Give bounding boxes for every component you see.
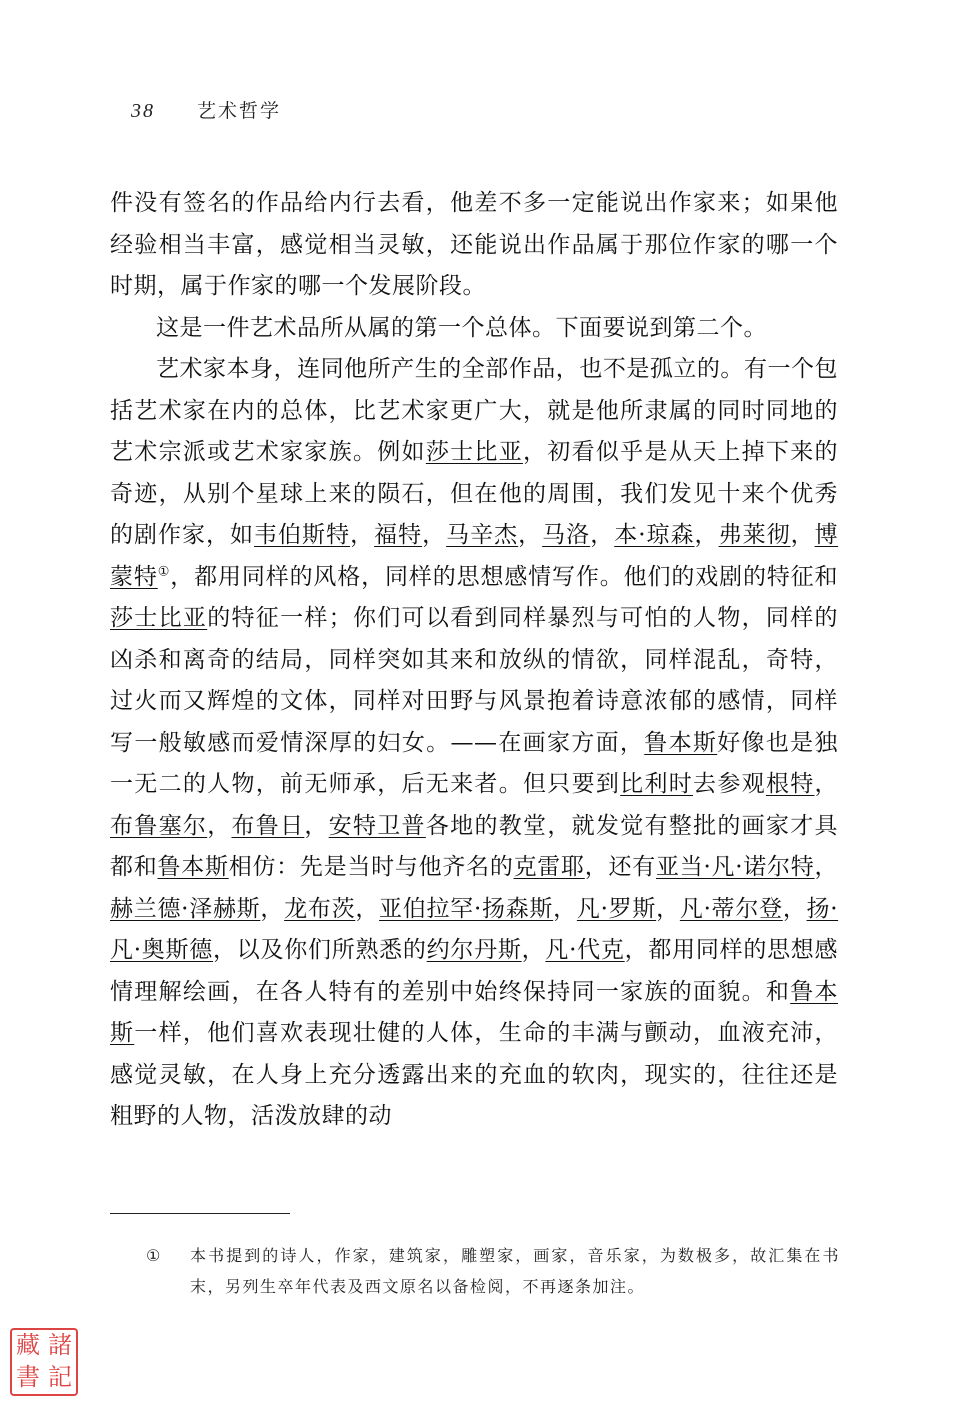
text-run: ，都用同样的思想感情理解绘画，在各人特有的差别中始终保持同一家族的面貌。和 [110, 937, 839, 1005]
proper-name: 马辛杰 [446, 522, 519, 548]
collector-seal [10, 1328, 78, 1396]
text-run: ， [518, 522, 543, 548]
seal-char: 書 [16, 1363, 40, 1391]
proper-name: 安特卫普 [328, 812, 426, 839]
proper-name: 布鲁日 [231, 812, 305, 839]
proper-name: 龙布茨 [284, 895, 356, 922]
text-run: ， [207, 812, 232, 839]
proper-name: 莎士比亚 [425, 439, 523, 465]
proper-name: 福特 [374, 522, 423, 548]
proper-name: 凡·代克 [545, 937, 625, 963]
proper-name: 克雷耶 [513, 854, 585, 880]
proper-name: 赫兰德·泽赫斯 [110, 895, 261, 922]
text-run: 各地的教堂，就发觉有整批的画家才具都和 [110, 812, 839, 880]
proper-name: 鲁本斯 [157, 854, 229, 880]
text-run: ， [521, 937, 546, 963]
proper-name: 凡·罗斯 [576, 895, 657, 922]
proper-name: 扬·凡·奥斯德 [110, 895, 839, 963]
body-text [110, 183, 838, 1138]
text-run: 件没有签名的作品给内行去看，他差不多一定能说出作家来；如果他经验相当丰富，感觉相当灵敏，还能说出作品属于那位作家的哪一个时期，属于作家的哪一个发展阶段。 [110, 190, 838, 299]
text-run: 这是一件艺术品所从属的第一个总体。下面要说到第二个。 [156, 314, 767, 341]
text-run: ， [422, 522, 447, 548]
proper-name: 韦伯斯特 [254, 522, 351, 548]
text-run: ， [814, 771, 839, 797]
text-run: ， [656, 895, 680, 922]
text-run: ， [355, 895, 380, 922]
page-header [131, 96, 281, 123]
proper-name: 鲁本斯 [110, 978, 839, 1046]
seal-char: 藏 [16, 1331, 40, 1359]
footnote-text: 本书提到的诗人，作家，建筑家，雕塑家，画家，音乐家，为数极多，故汇集在书末，另列生卒年代表及西文原名以备检阅，不再逐条加注。 [190, 1246, 840, 1296]
text-run: 艺术家本身，连同他所产生的全部作品，也不是孤立的。有一个包括艺术家在内的总体，比艺术家更广大，就是他所隶属的同时同地的艺术宗派或艺术家家族。例如 [110, 356, 838, 465]
paragraph-3 [110, 349, 838, 1138]
text-run: ， [694, 522, 719, 548]
book-title: 艺术哲学 [197, 100, 282, 122]
proper-name: 莎士比亚 [110, 605, 208, 631]
proper-name: 布鲁塞尔 [110, 812, 208, 839]
text-run: 好像也是独一无二的人物，前无师承，后无来者。但只要到 [110, 729, 839, 797]
text-run: ， [350, 522, 375, 548]
text-run: ， [553, 895, 577, 922]
text-run: ，初看似乎是从天上掉下来的奇迹，从别个星球上来的陨石，但在他的周围，我们发见十来个优秀的剧作家，如 [110, 439, 839, 548]
page-number: 38 [131, 100, 155, 122]
text-run: ，都用同样的风格，同样的思想感情写作。他们的戏剧的特征和 [170, 563, 839, 590]
proper-name: 本·琼森 [614, 522, 695, 548]
text-run: 去参观 [693, 771, 766, 797]
text-run: ， [304, 812, 329, 839]
seal-char: 諸 [48, 1331, 72, 1359]
proper-name: 凡·蒂尔登 [679, 895, 783, 922]
proper-name: 约尔丹斯 [426, 937, 522, 963]
text-run: ， [790, 522, 815, 548]
proper-name: 亚伯拉罕·扬森斯 [379, 895, 554, 922]
text-run: 一样，他们喜欢表现壮健的人体，生命的丰满与颤动，血液充沛，感觉灵敏，在人身上充分透露出来的充血的软肉，现实的，往往还是粗野的人物，活泼放肆的动 [110, 1020, 839, 1129]
proper-name: 亚当·凡·诺尔特 [656, 854, 815, 880]
proper-name: 弗莱彻 [718, 522, 791, 548]
proper-name: 比利时 [620, 771, 694, 797]
proper-name: 马洛 [542, 522, 591, 548]
text-run: ， [782, 895, 807, 922]
seal-char: 記 [48, 1363, 72, 1391]
text-run: 的特征一样；你们可以看到同样暴烈与可怕的人物，同样的凶杀和离奇的结局，同样突如其来和放纵的情欲，同样混乱，奇特，过火而又辉煌的文体，同样对田野与风景抱着诗意浓郁的感情，同样写一般敏感而爱情深厚的妇女。——在画家方面， [110, 605, 839, 756]
text-run: ， [814, 854, 839, 880]
proper-name: 根特 [765, 771, 815, 797]
text-run: ，以及你们所熟悉的 [213, 937, 427, 963]
text-run: ， [590, 522, 615, 548]
footnote-divider [110, 1213, 290, 1214]
proper-name: 博蒙特 [110, 522, 839, 590]
paragraph-1 [110, 183, 838, 308]
paragraph-2 [110, 308, 838, 350]
text-run: 相仿：先是当时与他齐名的 [228, 854, 514, 880]
text-run: ， [260, 895, 285, 922]
text-run: ，还有 [584, 854, 656, 880]
proper-name: 鲁本斯 [644, 729, 718, 756]
footnote [146, 1240, 840, 1302]
footnote-ref: ① [157, 563, 171, 579]
footnote-mark: ① [146, 1246, 162, 1265]
